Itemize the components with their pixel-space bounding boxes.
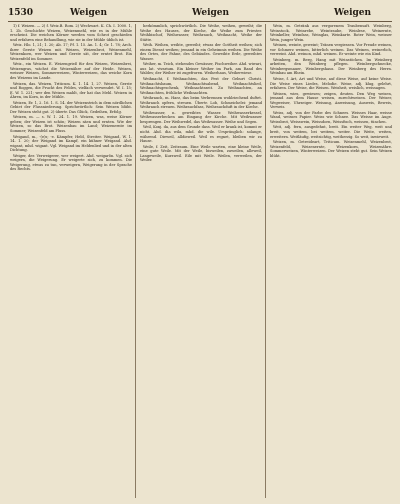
headword-right: Weigen	[334, 8, 372, 18]
page-header	[8, 7, 392, 22]
dictionary-entry: Weizen, Er. 1, 2. 16. 1. S. 14. der Weizenstrich in dem nördlichen Gebiet der Flussniederung. Sprichwörtlich: Sein Weizen blüht. Der Weizen steht gut. 2) übertr. Das Glück, Gedeihen, Erfolg.	[10, 100, 132, 114]
dictionary-entry: Weiss, adj. von der Farbe des Schnees. Weisses Haar, weisse Wand, weisses Papier. Weiss wie Schnee. Das Weisse im Auge. Weissbrot, Weisswein, Weissdorn, Weissfisch, weissen, tünchen.	[270, 110, 392, 124]
column-divider	[265, 24, 266, 498]
dictionary-entry: Weise, f. Art, Art und Weise, auf diese Weise, auf keine Weise. Die Weise eines Liedes, Melodie. Weise, adj. klug, gelehrt, erfahren. Der Weise, die Weisen. Weisheit, weislich, weissagen.	[270, 77, 392, 91]
column-right	[270, 24, 392, 498]
dictionary-entry: Weiher, m. Teich, stehendes Gewässer, Fischweiher. Ahd. wiwari, aus lat. vivarium. Ein kleiner Weiher im Park, am Rand des Waldes; der Weiher ist zugefroren. Weiherhaus, Weiherwiese.	[140, 62, 262, 76]
headword-center: Weigen	[192, 8, 230, 18]
dictionary-entry: Weih. Weihen, weihte, geweiht; etwas der Gottheit weihen; sich einem Dienst weihen; jemand in ein Geheimnis weihen. Die Weihe des Ortes, der Fahne, des Gebäudes. Geweihte Erde, geweihtes Wasser.	[140, 43, 262, 61]
dictionary-entry: Weihrauch, m. Harz, das beim Verbrennen wohlriechend duftet. Weihrauch opfern, streuen. Übertr. Lob, Schmeichelei: jemand Weihrauch streuen. Weihrauchfass, Weihrauchduft in der Kirche.	[140, 96, 262, 110]
page-number: 1530	[8, 8, 34, 18]
dictionary-entry: herkömmlich, sprichwörtlich. Die Weihe, weihen, geweiht; die Weihe des Hauses, der Kirche, die Weihe zum Priester. Weihbischof, Weihwasser, Weihrauch, Weihnacht, Weihe der Stätte.	[140, 24, 262, 42]
dictionary-entry: Weihwasser, n. geweihtes Wasser. Weihwasserkessel, Weihwasserbecken am Eingang der Kirche. Mit Weihwasser besprengen. Der Weihwedel, das Weihwasser. Weihe und Segen.	[140, 110, 262, 124]
dictionary-entry: Weinberg, m. Berg, Hang mit Weinstöcken. Im Weinberg arbeiten, den Weinberg pflegen. Weinbergschnecke, Weinbergsmauer, Weinbergshaus. Der Weinberg des Herrn. Weinbau am Rhein.	[270, 57, 392, 76]
dictionary-entry: Weit, adj. fern, ausgedehnt, breit. Ein weiter Weg, weit und breit, von weitem, bei weitem, weiter. Die Weite, weiten, erweitern. Weitläufig, weitsichtig, weitherzig. So weit, inwieweit.	[270, 125, 392, 139]
dictionary-entry: Weisen, wies, gewiesen; zeigen, deuten. Den Weg weisen, jemand aus dem Hause weisen, zurechtweisen. Der Weiser, Wegweiser, Uhrzeiger. Weisung, Anweisung, Ausweis, Beweis, Verweis.	[270, 91, 392, 110]
dictionary-entry: Weizen, m. — s. W. 1. 24. 1. 19. Weizen, was, weise Körner geben; der Weizen ist schön; Weizen säen und ernten. Wie der Weizen, so das Brot. Weizenbau im Land; Weizenernte im Sommer; Weizenfeld am Fluss.	[10, 115, 132, 134]
column-center	[140, 24, 262, 498]
dictionary-entry: Weihnacht, f. Weihnachten, das Fest der Geburt Christi. Weihnachtsbaum, Weihnachtsabend, Weihnachtslied, Weihnachtsgeschenk, Weihnachtszeit. Zu Weihnachten, an Weihnachten, fröhliche Weihnachten.	[140, 77, 262, 95]
dictionary-entry: Weiz. Hlo. 1, 21; 1. 20; Ab. 17; Pf. 1. 15. An. 1. 4; Gr. 1. 78; Arch. ihrer Gerste Weizen mit. Weizen, Weizenbrot, Weizenmehl, Weizenkorn, wer Weizen und Gerste sät, der erntet Brot. Ein Weizenfeld im Sommer.	[10, 43, 132, 61]
dictionary-entry: Weizen, das. Weizen, Triticum. K. 1. 14. 1, 27. Weizen, Gerste und Roggen, die Frucht des Feldes, vielfach verwendet. W. I. 15; E. W. 1. 221; wer den Weizen mahlt, der hat das Mehl. Weizen in Ähren, im Korn, in der Mühle.	[10, 81, 132, 100]
dictionary-entry: Weil, Konj. da, aus dem Grunde dass. Weil er krank ist, kommt er nicht. Ahd. dia wila, mhd. die wile. Ursprünglich: solange, während. Dieweil, alldieweil. Weil es regnet, bleiben wir zu Hause.	[140, 125, 262, 144]
dictionary-entry: Wein, m. Getränk aus vergorenem Traubensaft. Weinberg, Weinstock, Weinrebe, Weintraube, Weinlese, Weinernte, Weinkeller, Weinfass, Weinglas, Weinkarte. Roter Wein, weisser Wein, junger Wein.	[270, 24, 392, 42]
dictionary-entry: Weiz., ein Weizen. E. Weizengrieß für den Weizen, Weizenbrei, Weizengras, wächst die Weizenähre auf der Heide. Weizen, weisser Weizen, Sommerweizen, Winterweizen, das weiche Korn des Weizens im Lande.	[10, 62, 132, 81]
dictionary-entry: Weile, f. Zeit, Zeitraum. Eine Weile warten, eine kleine Weile, eine gute Weile. Mit der Weile, bisweilen, zuweilen, alleweil, Langeweile, Kurzweil. Eile mit Weile. Weilen, verweilen, der Weiler.	[140, 144, 262, 163]
dictionary-entry: Weigand, m., -(e)s; -e. Kämpfer, Held, Streiter. Weigand, W. 1. 14. 1. 20; der Weigand im Kampf, ein kühner Weigand. Ahd. wigant, mhd. wigant. Vgl. Weigand im Heldenlied und in der alten Dichtung.	[10, 134, 132, 153]
dictionary-entry: Weizen, m. Getreideart, Triticum. Weizenmehl, Weizenbrot, Weizenfeld, Weizenernte, Weizenkorn, Weizenähre. Sommerweizen, Winterweizen. Der Weizen steht gut. Sein Weizen blüht.	[270, 140, 392, 158]
column-left	[10, 24, 132, 498]
dictionary-entry: 1) f. Weizen. — 2) f. Weiz.B. Rom. 2) Wechwart. K. Ch. I. 1000. 1, 1. 2b. Geschichte Weizen, Weizenmehl, wie es in der Mühle erscheint. Die weichen Körner werden vom Schrot geschieden und erfahren eine Behandlung, wie sie in der Mühle üblich ist.	[10, 24, 132, 42]
dictionary-entry: Weinen, weinte, geweint; Tränen vergiessen. Vor Freude weinen, vor Schmerz weinen, bitterlich weinen. Das Weinen, weinerlich, verweint. Ahd. weinon, mhd. weinen. Er weinte wie ein Kind.	[270, 43, 392, 57]
headword-left: Weigen	[70, 8, 108, 18]
dictionary-entry: Weiger, der. Verweigerer, wer weigert. Ahd. weigarôn. Vgl. sich weigern, die Weigerung. Er weigerte sich, zu kommen. Die Weigerung, etwas zu tun, verweigern, Weigerung in der Sprache des Rechts.	[10, 153, 132, 172]
column-divider	[135, 24, 136, 498]
